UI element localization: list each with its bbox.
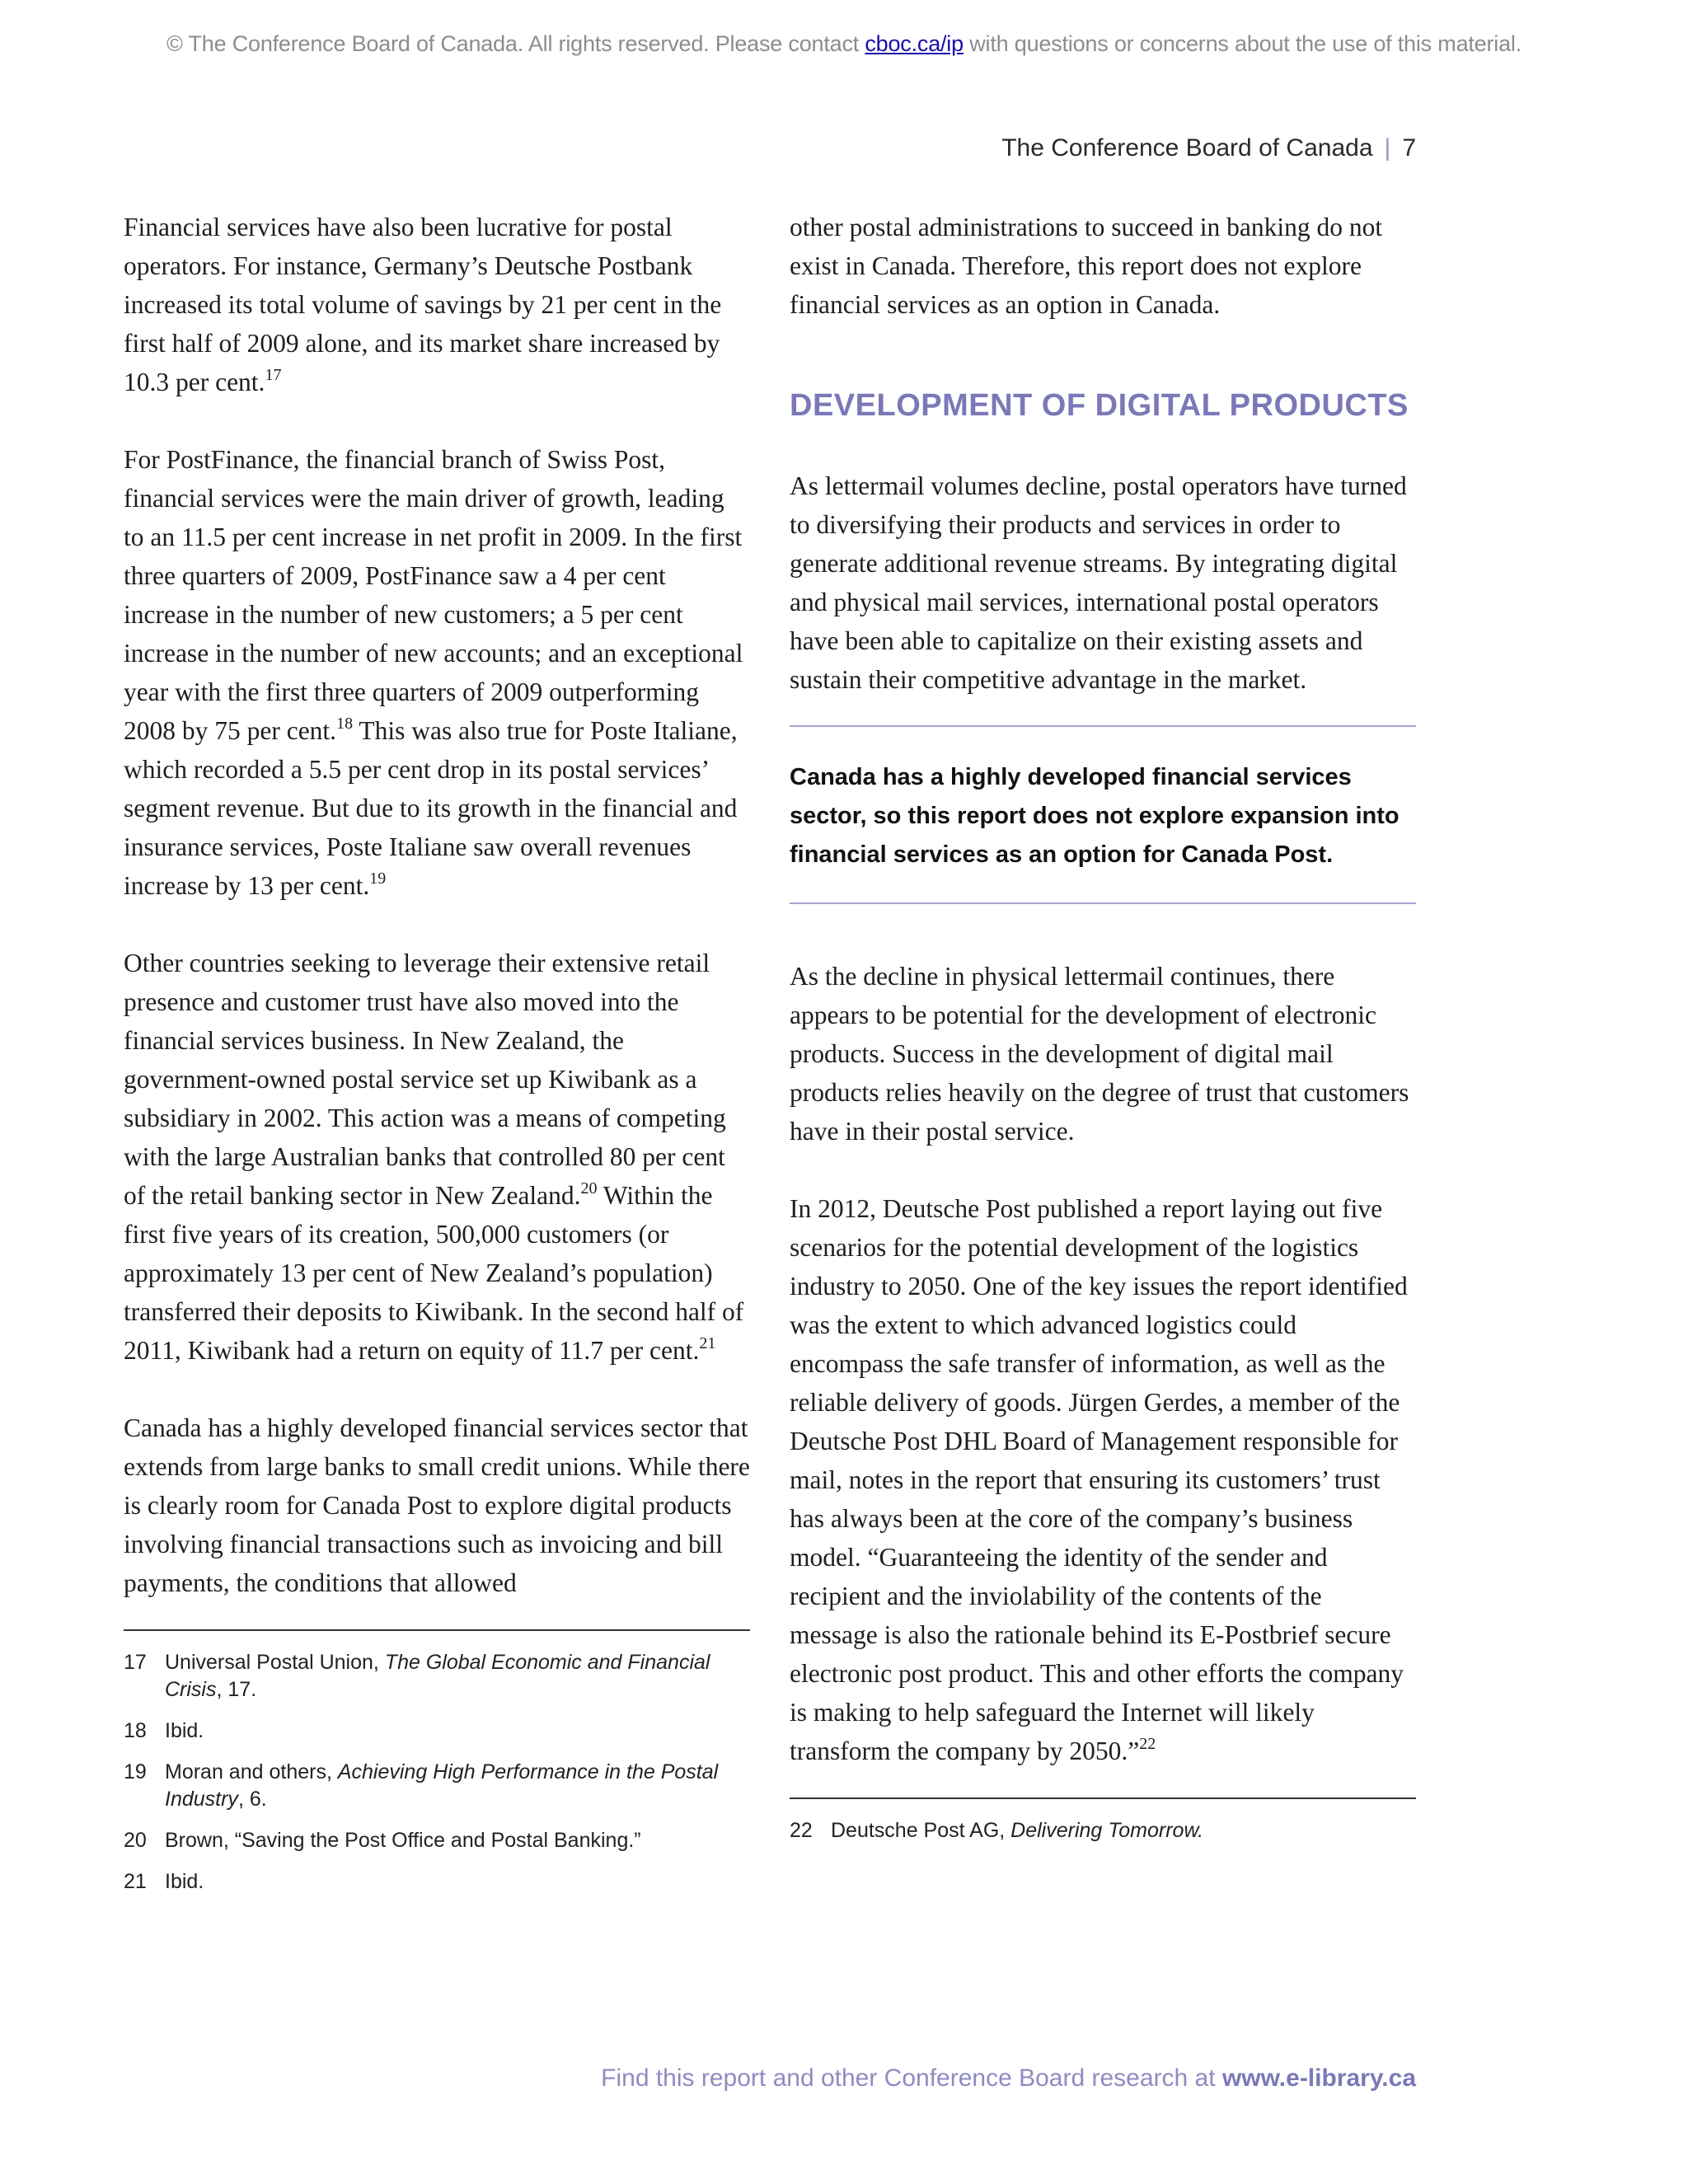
copyright-link[interactable]: cboc.ca/ip [865, 31, 964, 56]
footnote-number: 17 [124, 1651, 147, 1674]
pull-quote: Canada has a highly developed financial services sector, so this report does not explore expansion into financial services as an option for Canada Post. [790, 725, 1416, 904]
paragraph: As lettermail volumes decline, postal operators have turned to diversifying their products and services in order to generate additional revenue streams. By integrating digital and physical mail services, international postal operators have been able to capitalize on their existing assets and sustain their competitive advantage in the market. [790, 471, 1407, 694]
footnote-text: Brown, “Saving the Post Office and Postal Banking.” [165, 1829, 641, 1852]
page-number: 7 [1402, 134, 1416, 162]
paragraph [790, 1189, 1416, 1770]
footnotes [124, 1649, 750, 1896]
footnote-text: Universal Postal Union, The Global Economic and Financial Crisis, 17. [165, 1651, 710, 1701]
footer [601, 2064, 1416, 2093]
footnote-ref[interactable]: 20 [580, 1179, 598, 1197]
footnote-text: Deutsche Post AG, Delivering Tomorrow. [831, 1819, 1204, 1842]
running-head [1001, 134, 1416, 162]
footnote-divider [790, 1797, 1416, 1799]
footnote-number: 18 [124, 1719, 147, 1742]
paragraph-text: Financial services have also been lucrative for postal operators. For instance, Germany’s Deutsche Postbank increased its total volume of savings by 21 per cent in the first half of 2009 alone, and its market share increased by 10.3 per cent. [124, 213, 722, 396]
footnote [790, 1817, 1416, 1844]
paragraph-text: This was also true for Poste Italiane, which recorded a 5.5 per cent drop in its postal services’ segment revenue. But due to its growth in the financial and insurance services, Poste Italiane saw overall revenues increase by 13 per cent. [124, 716, 738, 900]
paragraph-text: Other countries seeking to leverage their extensive retail presence and customer trust have also moved into the financial services business. In New Zealand, the government-owned postal service set up Kiwibank as a subsidiary in 2002. This action was a means of competing with the large Australian banks that controlled 80 per cent of the retail banking sector in New Zealand. [124, 949, 726, 1210]
copyright-suffix: with questions or concerns about the use of this material. [963, 31, 1522, 56]
footnote [124, 1868, 750, 1896]
footnote [124, 1718, 750, 1745]
footnote-number: 19 [124, 1760, 147, 1783]
copyright-notice [0, 31, 1688, 57]
publisher-name: The Conference Board of Canada [1001, 134, 1373, 162]
section-heading: DEVELOPMENT OF DIGITAL PRODUCTS [790, 388, 1409, 423]
footnote-ref[interactable]: 18 [336, 714, 354, 733]
right-column [790, 208, 1416, 1858]
paragraph-text: Within the first five years of its creation, 500,000 customers (or approximately 13 per cent of New Zealand’s population) transferred their deposits to Kiwibank. In the second half of 2011, Kiwibank had a return on equity of 11.7 per cent. [124, 1181, 744, 1365]
footnote-text: Ibid. [165, 1719, 204, 1742]
paragraph [124, 440, 750, 905]
footnote [124, 1827, 750, 1854]
paragraph: Canada has a highly developed financial services sector that extends from large banks to small credit unions. While there is clearly room for Canada Post to explore digital products involving financial transactions such as invoicing and bill payments, the conditions that allowed [124, 1413, 750, 1597]
copyright-prefix: © The Conference Board of Canada. All rights reserved. Please contact [166, 31, 865, 56]
footnote-divider [124, 1629, 750, 1631]
footnote-ref[interactable]: 21 [699, 1333, 716, 1352]
footnote-text: Moran and others, Achieving High Performance in the Postal Industry, 6. [165, 1760, 719, 1811]
footnote-number: 22 [790, 1819, 813, 1842]
footnotes [790, 1817, 1416, 1844]
footnote-ref[interactable]: 22 [1139, 1734, 1156, 1753]
footer-link[interactable]: www.e-library.ca [1221, 2064, 1416, 2092]
footnote-text: Ibid. [165, 1870, 204, 1893]
paragraph-text: In 2012, Deutsche Post published a report laying out five scenarios for the potential development of the logistics industry to 2050. One of the key issues the report identified was the extent to which advanced logistics could encompass the safe transfer of information, as well as the reliable delivery of goods. Jürgen Gerdes, a member of the Deutsche Post DHL Board of Management responsible for mail, notes in the report that ensuring its customers’ trust has always been at the core of the company’s business model. “Guaranteeing the identity of the sender and recipient and the inviolability of the contents of the message is also the rationale behind its E-Postbrief secure electronic post product. This and other efforts the company is making to help safeguard the Internet will likely transform the company by 2050.” [790, 1194, 1408, 1765]
paragraph-text: For PostFinance, the financial branch of Swiss Post, financial services were the main driver of growth, leading to an 11.5 per cent increase in net profit in 2009. In the first three quarters of 2009, PostFinance saw a 4 per cent increase in the number of new customers; a 5 per cent increase in the number of new accounts; and an exceptional year with the first three quarters of 2009 outperforming 2008 by 75 per cent. [124, 445, 743, 745]
footnote [124, 1649, 750, 1704]
footnote-ref[interactable]: 17 [265, 365, 282, 384]
paragraph [124, 944, 750, 1370]
footnote-number: 21 [124, 1870, 147, 1893]
footer-text: Find this report and other Conference Board research at [601, 2064, 1222, 2092]
paragraph: As the decline in physical lettermail continues, there appears to be potential for the development of electronic products. Success in the development of digital mail products relies heavily on the degree of trust that customers have in their postal service. [790, 962, 1409, 1146]
footnote-ref[interactable]: 19 [369, 869, 387, 888]
left-column [124, 208, 750, 1910]
running-head-separator: | [1384, 134, 1391, 162]
footnote-number: 20 [124, 1829, 147, 1852]
footnote [124, 1759, 750, 1813]
paragraph [124, 208, 750, 401]
paragraph: other postal administrations to succeed in banking do not exist in Canada. Therefore, this report does not explore financial services as an option in Canada. [790, 213, 1383, 319]
